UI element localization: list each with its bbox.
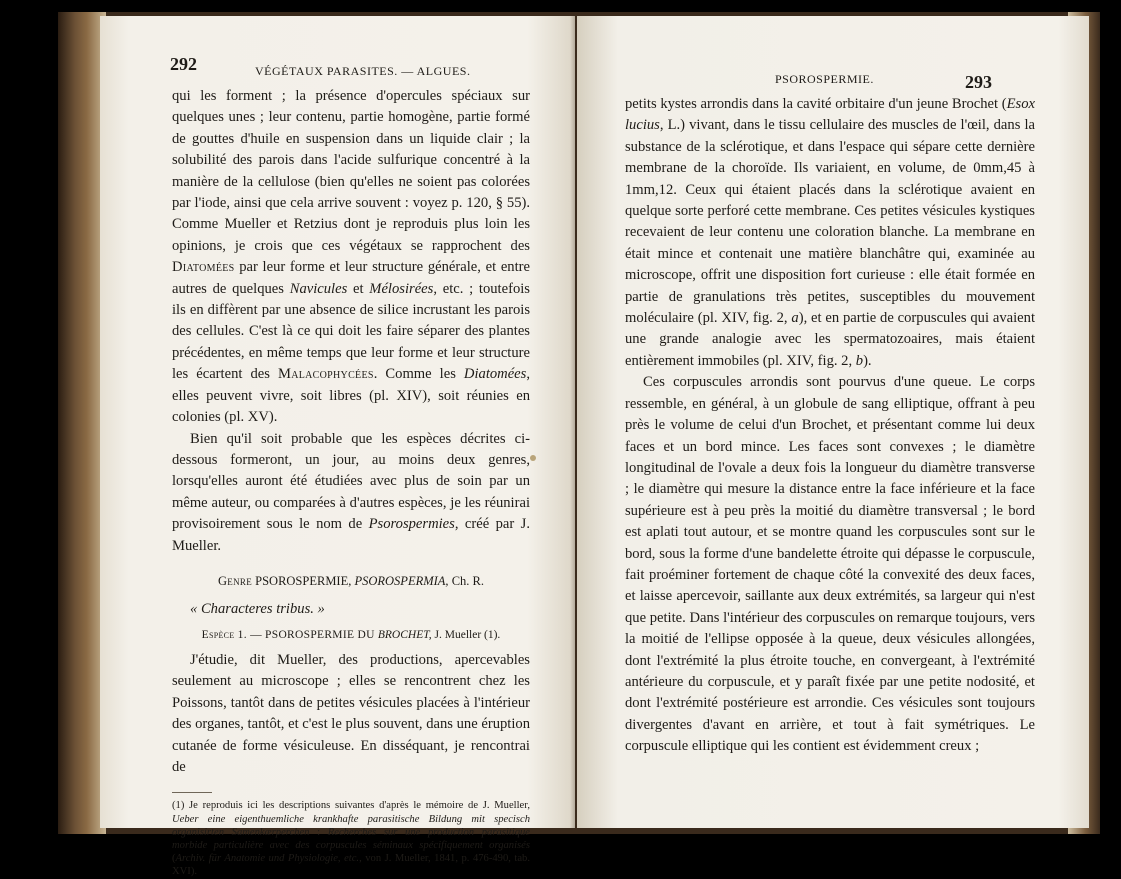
- right-paragraph-1: petits kystes arrondis dans la cavité orbitaire d'un jeune Brochet (Esox lucius, L.) vivant, dans le tissu cellulaire des muscles de l'œil, dans la substance de la sclérotique, et dans l'espace qui sépare cette dernière membrane de la choroïde. Ils variaient, en volume, de 0mm,45 à 1mm,12. Ceux qui étaient placés dans la sclérotique avaient en quelque sorte perforé cette membrane. Ces petites vésicules kystiques recevaient de leur contenu une coloration blanche. La membrane en était mince et contenait une matière blanchâtre qui, examinée au microscope, offrit une disposition fort curieuse : elle était formée en partie de granulations très petites, susceptibles du mouvement moléculaire (pl. XIV, fig. 2, a), et en partie de corpuscules qui avaient une grande analogie avec les spermatozoaires, mais étaient entièrement immobiles (pl. XIV, fig. 2, b).: [625, 96, 1035, 369]
- right-text-column: [625, 94, 1035, 758]
- footnote-rule: [172, 792, 212, 793]
- page-stain-mark: [530, 455, 536, 461]
- left-paragraph-2: Bien qu'il soit probable que les espèces décrites ci-dessous formeront, un jour, au moins deux genres, lorsqu'elles auront été étudiées avec plus de soin par un même auteur, ou comparées à d'autres espèces, je les réunirai provisoirement sous le nom de Psorospermies, créé par J. Mueller.: [172, 430, 530, 554]
- footnote: (1) Je reproduis ici les descriptions suivantes d'après le mémoire de J. Mueller, Ueber eine eigenthuemliche krankhafte parasitische Bildung mit specisch organisirten Samenkærperchen : Recherches sur une production parasitique morbide particulière avec des corpuscules séminaux spécifiquement organisés (Archiv. für Anatomie und Physiologie, etc., von J. Mueller, 1841, p. 476-490, tab. XVI).: [172, 800, 530, 878]
- running-head-right: PSOROSPERMIE.: [775, 72, 874, 86]
- book-edge-left: [58, 12, 106, 834]
- page-number-right: 293: [965, 72, 992, 92]
- right-page: [577, 16, 1089, 828]
- left-page: [100, 16, 575, 878]
- left-paragraph-3: J'étudie, dit Mueller, des productions, apercevables seulement au microscope ; elles se rencontrent chez les Poissons, tantôt dans de petites vésicules placées à l'intérieur des organes, tantôt, et c'est le plus souvent, dans une éruption cutanée de forme vésiculeuse. En disséquant, je rencontrai de: [172, 651, 530, 775]
- left-text-column: [172, 86, 530, 879]
- species-heading: Espèce 1. — PSOROSPERMIE DU BROCHET, J. Mueller (1).: [201, 628, 501, 641]
- left-paragraph-1: qui les forment ; la présence d'opercules spéciaux sur quelques unes ; leur contenu, partie homogène, partie formé de gouttes d'huile en suspension dans un liquide clair ; la solubilité des parois dans l'acide sulfurique concentré à la manière de la cellulose (bien qu'elles ne soient pas colorées par l'iode, ainsi que cela arrive souvent : voyez p. 120, § 55). Comme Mueller et Retzius dont je reproduis plus loin les opinions, je crois que ces végétaux se rapprochent des Diatomées par leur forme et leur structure générale, et entre autres de quelques Navicules et Mélosirées, etc. ; toutefois ils en diffèrent par une absence de silice incrustant les parois des cellules. C'est là ce qui doit les faire séparer des plantes précédentes, en même temps que leur forme et leur structure les écartent des Malacophycées. Comme les Diatomées, elles peuvent vivre, soit libres (pl. XIV), soit réunies en colonies (pl. XV).: [172, 88, 530, 426]
- genus-heading: Genre PSOROSPERMIE, PSOROSPERMIA, Ch. R.: [217, 573, 484, 588]
- characters-line: « Characteres tribus. »: [190, 600, 325, 617]
- page-number-left: 292: [170, 54, 197, 74]
- running-head-left: VÉGÉTAUX PARASITES. — ALGUES.: [255, 64, 471, 78]
- right-paragraph-2: Ces corpuscules arrondis sont pourvus d'une queue. Le corps ressemble, en général, à un globule de sang elliptique, offrant à peu près le volume de celui d'un Brochet, et présentant comme lui deux faces et un bord mince. Les faces sont convexes ; le diamètre longitudinal de l'ovale a deux fois la longueur du diamètre transverse ; le diamètre qui mesure la distance entre la face inférieure et la face supérieure est à peu près la moitié du diamètre transversal ; le bord est aplati tout autour, et se montre quand les corpuscules sont sur le bord, sous la forme d'une bandelette étroite qui dépasse le corpuscule, fait proéminer fortement de chaque côté la convexité des deux faces, et laisse apercevoir, saillante aux deux extrémités, sa largeur qui n'est que petite. Dans l'intérieur des corpuscules on remarque toujours, vers la moitié de l'ellipse opposée à la queue, deux vésicules allongées, dont l'extrémité la plus étroite touche, en convergeant, à l'extrémité antérieure du corpuscule, et y paraît fixée par une petite nodosité, et dont l'extrémité postérieure est arrondie. Ces vésicules sont toujours divergentes d'avant en arrière, et tout à fait symétriques. Le corpuscule elliptique qui les contient est évidemment creux ;: [625, 374, 1035, 755]
